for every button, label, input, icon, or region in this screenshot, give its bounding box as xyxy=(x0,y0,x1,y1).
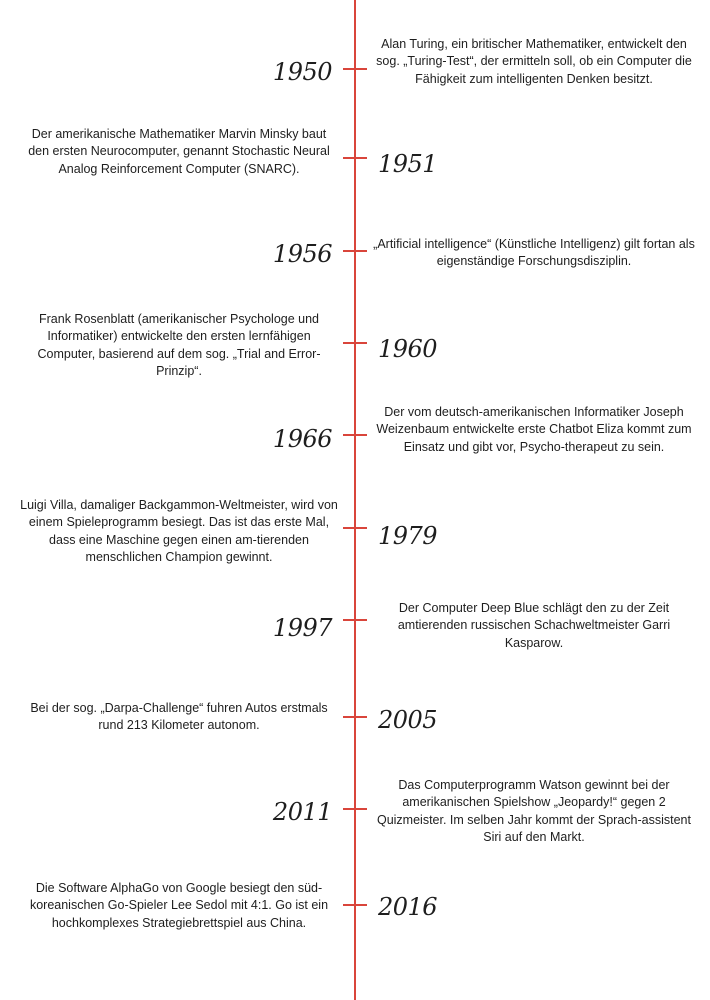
tick-1950 xyxy=(343,68,367,70)
event-text-1956: „Artificial intelligence“ (Künstliche Intelligenz) gilt fortan als eigenständige Forschungsdisziplin. xyxy=(373,237,695,269)
event-text-1979: Luigi Villa, damaliger Backgammon-Weltmeister, wird von einem Spieleprogramm besiegt. Das ist das erste Mal, dass eine Maschine gegen einen am-tierenden menschlichen Champion gewinnt. xyxy=(20,498,338,565)
event-text-1960: Frank Rosenblatt (amerikanischer Psychologe und Informatiker) entwickelte den ersten lernfähigen Computer, basierend auf dem sog. „Trial and Error-Prinzip“. xyxy=(37,312,321,379)
tick-2005 xyxy=(343,716,367,718)
event-text-1950: Alan Turing, ein britischer Mathematiker, entwickelt den sog. „Turing-Test“, der ermitteln soll, ob ein Computer die Fähigkeit zum intelligenten Denken besitzt. xyxy=(376,37,692,86)
year-1956: 1956 xyxy=(272,240,332,268)
event-text-2011: Das Computerprogramm Watson gewinnt bei der amerikanischen Spielshow „Jeopardy!“ gegen 2 Quizmeister. Im selben Jahr kommt der Sprach-assistent Siri auf den Markt. xyxy=(376,778,691,845)
event-text-1997: Der Computer Deep Blue schlägt den zu der Zeit amtierenden russischen Schachweltmeister Garri Kasparow. xyxy=(397,601,671,650)
year-2016: 2016 xyxy=(378,893,438,921)
year-1960: 1960 xyxy=(378,335,438,363)
event-text-2016: Die Software AlphaGo von Google besiegt den süd-koreanischen Go-Spieler Lee Sedol mit 4:1. Go ist ein hochkomplexes Strategiebrettspiel aus China. xyxy=(29,881,329,930)
tick-1960 xyxy=(343,342,367,344)
year-1979: 1979 xyxy=(378,522,438,550)
year-1950: 1950 xyxy=(272,58,332,86)
year-1966: 1966 xyxy=(272,425,332,453)
tick-1979 xyxy=(343,527,367,529)
year-1951: 1951 xyxy=(378,150,438,178)
tick-1951 xyxy=(343,157,367,159)
year-2005: 2005 xyxy=(378,706,438,734)
tick-2011 xyxy=(343,808,367,810)
timeline-axis xyxy=(354,0,356,1000)
event-text-1966: Der vom deutsch-amerikanischen Informatiker Joseph Weizenbaum entwickelte erste Chatbot Eliza kommt zum Einsatz und gibt vor, Psycho-therapeut zu sein. xyxy=(376,405,692,454)
tick-2016 xyxy=(343,904,367,906)
year-2011: 2011 xyxy=(272,798,332,826)
tick-1956 xyxy=(343,250,367,252)
event-text-1951: Der amerikanische Mathematiker Marvin Minsky baut den ersten Neurocomputer, genannt Stochastic Neural Analog Reinforcement Computer (SNARC). xyxy=(28,127,330,176)
year-1997: 1997 xyxy=(272,614,332,642)
event-text-2005: Bei der sog. „Darpa-Challenge“ fuhren Autos erstmals rund 213 Kilometer autonom. xyxy=(30,701,328,733)
tick-1997 xyxy=(343,619,367,621)
tick-1966 xyxy=(343,434,367,436)
